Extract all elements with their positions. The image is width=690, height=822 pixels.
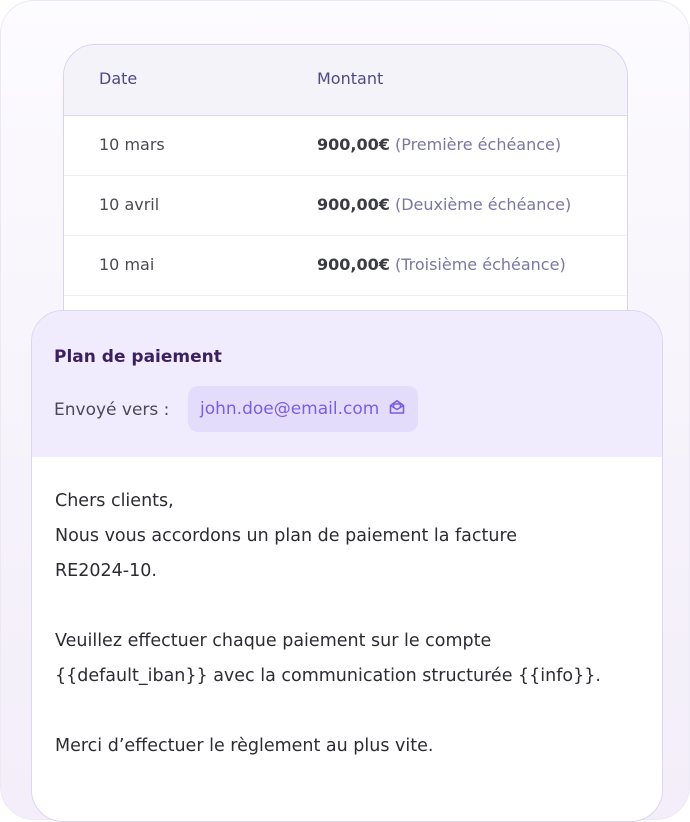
row-date: 10 mai: [99, 255, 155, 274]
table-row: [64, 236, 627, 296]
recipient-email: john.doe@email.com: [200, 399, 380, 419]
row-note: (Deuxième échéance): [394, 195, 572, 214]
recipient-chip[interactable]: [188, 386, 418, 432]
email-header: [32, 311, 662, 457]
payment-schedule-table: [63, 44, 628, 346]
row-date: 10 mars: [99, 135, 165, 154]
email-line: Merci d’effectuer le règlement au plus vite.: [55, 736, 434, 756]
email-greeting: Chers clients,: [55, 491, 174, 511]
email-line: Nous vous accordons un plan de paiement la facture: [55, 526, 518, 546]
column-header-amount: Montant: [317, 69, 384, 88]
email-title: Plan de paiement: [54, 347, 222, 367]
row-note: (Première échéance): [394, 135, 562, 154]
table-row: [64, 176, 627, 236]
spacer: [55, 589, 640, 624]
email-line: {{default_iban}} avec la communication structurée {{info}}.: [55, 666, 601, 686]
envelope-open-icon: [388, 398, 406, 421]
email-line: RE2024-10.: [55, 561, 157, 581]
row-amount: 900,00€: [317, 135, 390, 154]
row-amount: 900,00€: [317, 195, 390, 214]
row-amount-cell: [317, 195, 571, 214]
row-note: (Troisième échéance): [394, 255, 566, 274]
table-row: [64, 116, 627, 176]
row-amount-cell: [317, 135, 561, 154]
email-body: [32, 457, 662, 764]
row-amount: 900,00€: [317, 255, 390, 274]
table-header: [64, 45, 627, 116]
spacer: [55, 694, 640, 729]
email-line: Veuillez effectuer chaque paiement sur le compte: [55, 631, 492, 651]
row-date: 10 avril: [99, 195, 160, 214]
row-amount-cell: [317, 255, 566, 274]
column-header-date: Date: [99, 69, 138, 88]
email-preview-card: [31, 310, 663, 822]
sent-to-label: Envoyé vers :: [54, 400, 170, 420]
